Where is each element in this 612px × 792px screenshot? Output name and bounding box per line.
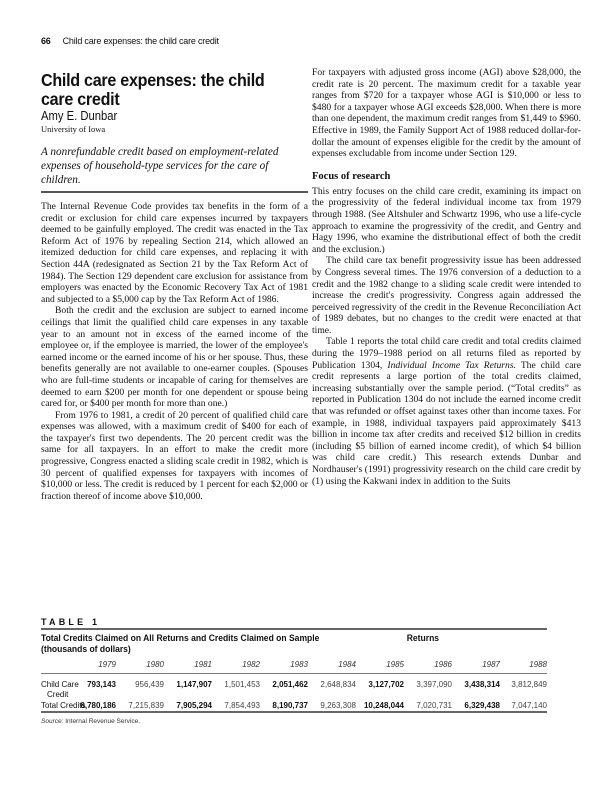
table-title-suffix: Returns — [406, 633, 440, 643]
paragraph: This entry focuses on the child care credit, examining its impact on the progressivity of the federal individual income tax from 1979 through 1988. (See Altshuler and Schwartz 1996, who use a life-cycle approach to examine the progressivity of the credit, and Gentry and Hagy 1996, who examine the distributional effect of both the credit and the exclusion.) — [312, 185, 581, 255]
row-label — [41, 680, 79, 699]
table-title-line1: Total Credits Claimed on All Returns and Credits Claimed on Sample — [41, 633, 320, 643]
paragraph: From 1976 to 1981, a credit of 20 percent of qualified child care expenses was allowed, with a maximum credit of $400 for each of the taxpayer's first two dependents. The 20 percent credit was the same for all taxpayers. In an effort to make the credit more progressive, Congress enacted a sliding scale credit in 1982, which is 30 percent of qualified expenses for taxpayers with incomes of $10,000 or less. The credit is reduced by 1 percent for each $2,000 or fraction thereof of income above $10,000. — [41, 409, 308, 502]
publication-title: Individual Income Tax Returns. — [387, 359, 516, 371]
table-cell: 7,020,731 — [416, 701, 452, 710]
year-header: 1981 — [194, 660, 212, 669]
table-source-note — [41, 718, 140, 725]
table-cell: 3,397,090 — [416, 680, 452, 689]
row-label-line1: Child Care — [41, 680, 79, 689]
year-header: 1983 — [290, 660, 308, 669]
page-number: 66 — [41, 36, 51, 46]
article-abstract: A nonrefundable credit based on employment-related expenses of household-type services for the care of children. — [41, 146, 279, 186]
table-cell: 1,501,453 — [224, 680, 260, 689]
paragraph: The child care tax benefit progressivity issue has been addressed by Congress several times. The 1976 conversion of a deduction to a credit and the 1982 change to a sliding scale credit were intended to increase the credit's progressivity. Congress again addressed the perceived regressivity of the credit in the Revenue Reconciliation Act of 1989 debates, but no changes to the credit were enacted at that time. — [312, 255, 581, 336]
year-header: 1980 — [146, 660, 164, 669]
row-label: Total Credits — [41, 701, 86, 710]
table-cell: 7,905,294 — [176, 701, 212, 710]
year-header: 1979 — [98, 660, 116, 669]
table-cell: 793,143 — [87, 680, 116, 689]
section-heading: Focus of research — [312, 170, 391, 182]
text: The child care credit represents a large portion of the total credits claimed, increasing substantially over the sample period. (“Total credits” as reported in Publication 1304 do not include the earned income credit that was refunded or offset against taxes other than income taxes. For example, in 1988, individual taxpayers paid approximately $413 billion in income tax after credits and received $12 billion in credits (including $5 billion of earned income credit), of which $4 billion was child care credit.) This research extends Dunbar and Nordhauser's (1991) progressivity research on the child care credit by (1) using the Kakwani index in addition to the Suits — [312, 359, 581, 487]
source-label: Source: — [41, 718, 64, 725]
paragraph — [312, 336, 581, 487]
table-cell: 6,329,438 — [464, 701, 500, 710]
table-cell: 7,047,140 — [511, 701, 547, 710]
table-cell: 956,439 — [135, 680, 164, 689]
table-cell: 9,263,308 — [320, 701, 356, 710]
table-header-row — [41, 660, 547, 672]
paragraph-continuation: For taxpayers with adjusted gross income (AGI) above $28,000, the credit rate is 20 percent. The maximum credit for a taxable year ranges from $720 for a taxpayer whose AGI is $10,000 or less to $480 for a taxpayer whose AGI exceeds $28,000. When there is more than one dependent, the maximum credit ranges from $1,449 to $960. Effective in 1989, the Family Support Act of 1988 reduced dollar-for-dollar the amount of expenses eligible for the credit by the amount of expenses excludable from income under Section 129. — [312, 67, 581, 160]
table-cell: 8,190,737 — [272, 701, 308, 710]
author-affiliation: University of Iowa — [41, 124, 106, 134]
abstract-divider — [41, 191, 308, 193]
right-column — [312, 67, 581, 487]
data-table-body — [41, 680, 547, 713]
table-title-line2: (thousands of dollars) — [41, 644, 131, 654]
text: Table 1 reports the total child care credit and total credits claimed during the 1979–1988 period on all returns filed as reported by Publication 1304, — [312, 336, 581, 371]
year-header: 1985 — [386, 660, 404, 669]
table-cell: 10,248,044 — [363, 701, 404, 710]
table-cell: 6,780,186 — [80, 701, 116, 710]
table-header-rule — [41, 673, 547, 674]
table-cell: 2,051,462 — [272, 680, 308, 689]
table-cell: 2,648,834 — [320, 680, 356, 689]
row-label-line2: Credit — [47, 689, 69, 699]
paragraph: The Internal Revenue Code provides tax benefits in the form of a credit or exclusion for child care expenses incurred by taxpayers deemed to be gainfully employed. The credit was enacted in the Tax Reform Act of 1976 by repealing Section 214, which allowed an itemized deduction for child care expenses, and replacing it with Section 44A (redesignated as Section 21 by the Tax Reform Act of 1984). The Section 129 dependent care exclusion for assistance from employers was enacted by the Economic Recovery Tax Act of 1981 and subjected to a $5,000 cap by the Tax Reform Act of 1986. — [41, 201, 308, 305]
running-head — [41, 36, 219, 46]
year-header: 1987 — [482, 660, 500, 669]
table-bottom-rule — [41, 711, 547, 713]
year-header: 1982 — [242, 660, 260, 669]
year-header: 1986 — [434, 660, 452, 669]
table-title — [41, 633, 526, 655]
table-cell: 3,812,849 — [511, 680, 547, 689]
table-cell: 3,438,314 — [464, 680, 500, 689]
table-row — [41, 680, 547, 701]
table-cell: 1,147,907 — [176, 680, 212, 689]
table-cell: 7,854,493 — [224, 701, 260, 710]
table-cell: 3,127,702 — [368, 680, 404, 689]
year-header: 1988 — [529, 660, 547, 669]
left-column — [41, 201, 308, 502]
article-title: Child care expenses: the child care credit — [41, 70, 265, 109]
table-cell: 7,215,839 — [128, 701, 164, 710]
running-head-title: Child care expenses: the child care credit — [62, 36, 219, 46]
data-table — [41, 660, 547, 672]
source-text: Internal Revenue Service. — [63, 718, 141, 725]
table-top-rule — [41, 628, 547, 630]
author-name: Amy E. Dunbar — [41, 109, 118, 123]
year-header: 1984 — [338, 660, 356, 669]
paragraph: Both the credit and the exclusion are subject to earned income ceilings that limit the qualified child care expenses in any taxable year to an amount not in excess of the earned income of the employee or, if the employee is married, the lower of the employee's earned income or the earned income of his or her spouse. Thus, these benefits generally are not available to one-earner couples. (Spouses who are full-time students or incapable of caring for themselves are deemed to earn $200 per month for one dependent or spouse being cared for, or $400 per month for more than one.) — [41, 305, 308, 410]
table-label: TABLE 1 — [41, 617, 101, 627]
